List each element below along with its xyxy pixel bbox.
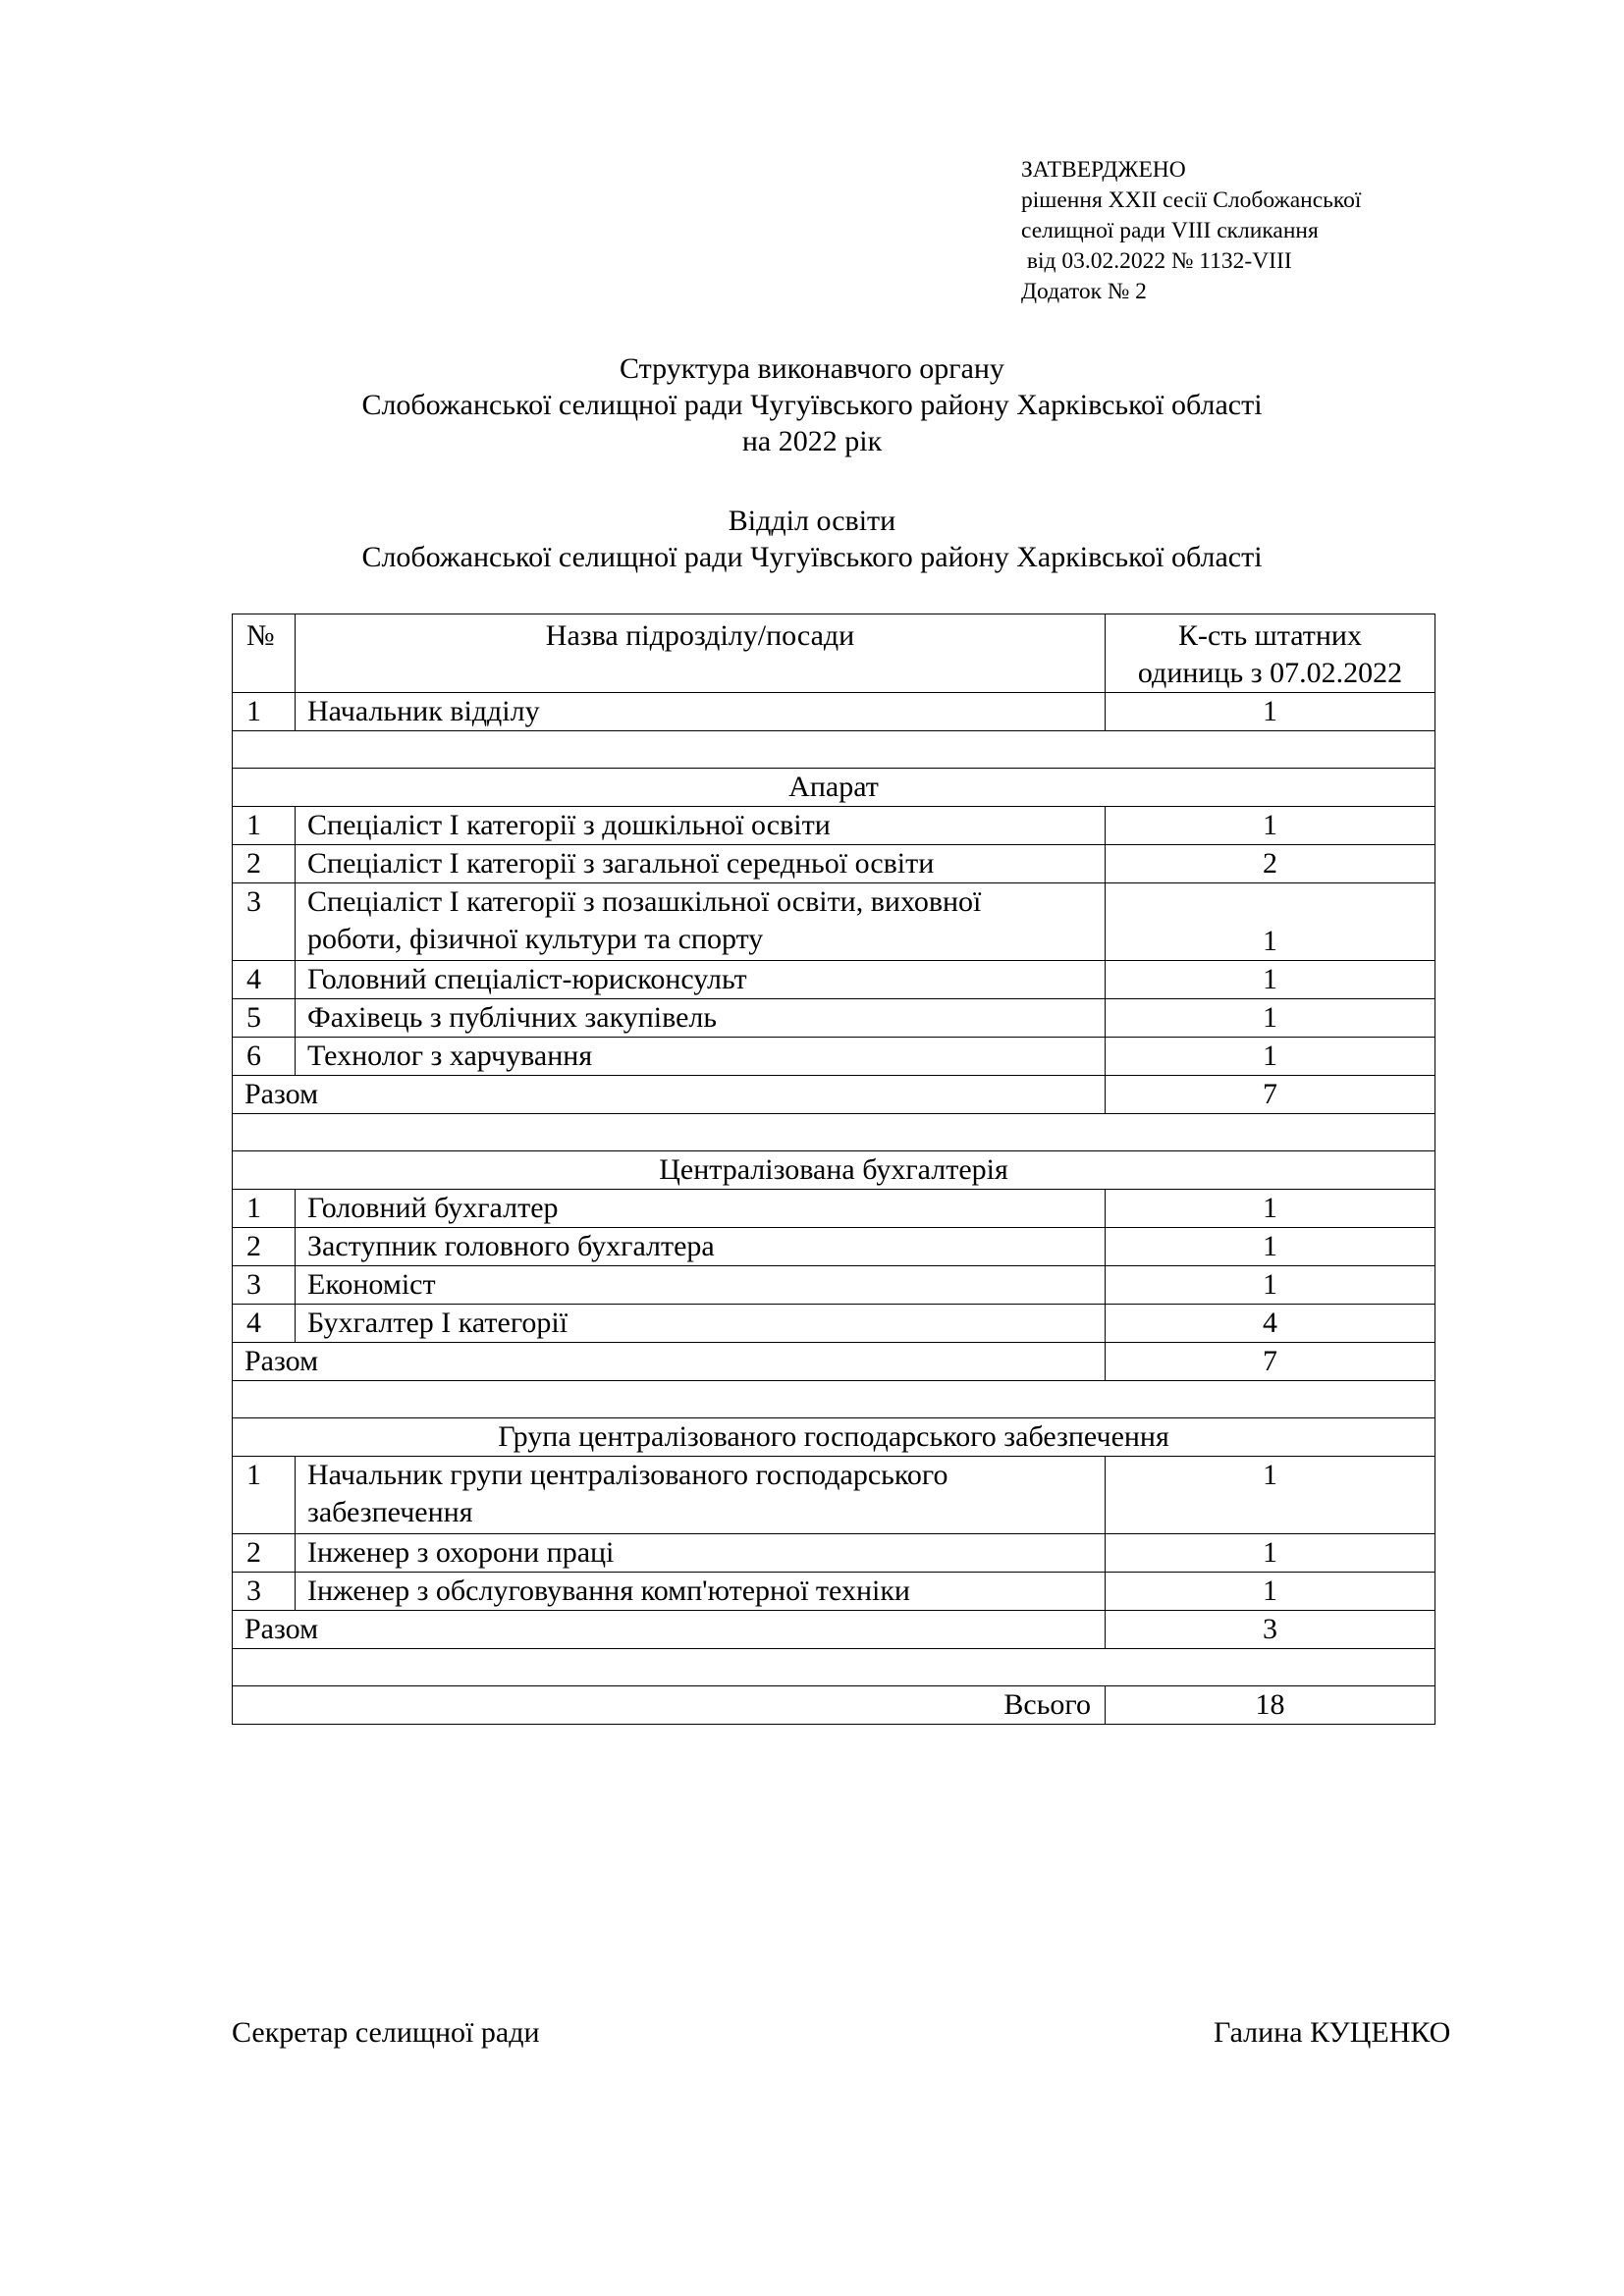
subtotal-value: 3 [1106, 1611, 1435, 1649]
row-count: 4 [1106, 1305, 1435, 1343]
row-name: Головний бухгалтер [296, 1190, 1106, 1228]
row-name: Інженер з обслуговування комп'ютерної техніки [296, 1573, 1106, 1611]
row-num: 1 [233, 807, 296, 845]
row-name: Технолог з харчування [296, 1038, 1106, 1076]
row-count: 1 [1106, 807, 1435, 845]
table-header-row [233, 614, 1435, 693]
row-num: 6 [233, 1038, 296, 1076]
table-row [233, 883, 1435, 961]
row-count: 1 [1106, 1038, 1435, 1076]
row-name: Бухгалтер І категорії [296, 1305, 1106, 1343]
table-row [233, 693, 1435, 731]
approval-line: Додаток № 2 [1021, 279, 1147, 304]
row-num: 1 [233, 693, 296, 731]
row-num: 2 [233, 845, 296, 883]
spacer-row [233, 731, 1435, 769]
table-row [233, 961, 1435, 999]
signature-position: Секретар селищної ради [232, 2016, 540, 2049]
row-count: 1 [1106, 1457, 1435, 1534]
signature-name: Галина КУЦЕНКО [1214, 2016, 1451, 2049]
row-num: 2 [233, 1534, 296, 1573]
row-count: 1 [1106, 1573, 1435, 1611]
approval-line: від 03.02.2022 № 1132-VIII [1021, 248, 1292, 274]
row-num: 1 [233, 1457, 296, 1534]
section-title-row [233, 769, 1435, 807]
row-count: 1 [1106, 1228, 1435, 1266]
table-row [233, 807, 1435, 845]
table-row [233, 1534, 1435, 1573]
row-num: 2 [233, 1228, 296, 1266]
spacer-row [233, 1114, 1435, 1151]
subtotal-row [233, 1343, 1435, 1381]
approval-block [1021, 155, 1361, 307]
row-name: Спеціаліст І категорії з дошкільної освіти [296, 807, 1106, 845]
row-count: 1 [1106, 1266, 1435, 1305]
section-title-row [233, 1151, 1435, 1190]
section-title-row [233, 1418, 1435, 1457]
table-row [233, 1573, 1435, 1611]
row-count: 2 [1106, 845, 1435, 883]
table-row [233, 999, 1435, 1038]
table-row [233, 1190, 1435, 1228]
row-name: Спеціаліст І категорії з позашкільної освіти, виховної роботи, фізичної культури та спорту [296, 883, 1106, 961]
document-title [0, 350, 1624, 459]
header-name: Назва підрозділу/посади [296, 614, 1106, 693]
section-title: Апарат [233, 769, 1435, 807]
table-row [233, 1457, 1435, 1534]
row-name: Начальник відділу [296, 693, 1106, 731]
subtotal-label: Разом [233, 1076, 1106, 1114]
row-count: 1 [1106, 999, 1435, 1038]
row-num: 3 [233, 1266, 296, 1305]
row-num: 3 [233, 1573, 296, 1611]
title-line: Структура виконавчого органу [620, 352, 1004, 385]
header-count: К-сть штатних одиниць з 07.02.2022 [1106, 614, 1435, 693]
row-name: Начальник групи централізованого господарського забезпечення [296, 1457, 1106, 1534]
subtotal-row [233, 1611, 1435, 1649]
grand-total-row [233, 1686, 1435, 1725]
subtotal-label: Разом [233, 1611, 1106, 1649]
table-row [233, 1305, 1435, 1343]
row-count: 1 [1106, 1534, 1435, 1573]
row-name: Фахівець з публічних закупівель [296, 999, 1106, 1038]
section-title: Централізована бухгалтерія [233, 1151, 1435, 1190]
row-num: 1 [233, 1190, 296, 1228]
spacer-row [233, 1381, 1435, 1418]
subtotal-row [233, 1076, 1435, 1114]
approval-line: селищної ради VIII скликання [1021, 218, 1319, 243]
table-row [233, 1228, 1435, 1266]
grand-total-label: Всього [233, 1686, 1106, 1725]
row-count: 1 [1106, 883, 1435, 961]
subtotal-value: 7 [1106, 1076, 1435, 1114]
subtotal-value: 7 [1106, 1343, 1435, 1381]
row-num: 5 [233, 999, 296, 1038]
row-name: Заступник головного бухгалтера [296, 1228, 1106, 1266]
document-subtitle [0, 503, 1624, 575]
staff-structure-table [232, 614, 1435, 1725]
section-title: Група централізованого господарського забезпечення [233, 1418, 1435, 1457]
title-line: на 2022 рік [741, 425, 883, 457]
row-count: 1 [1106, 1190, 1435, 1228]
row-name: Інженер з охорони праці [296, 1534, 1106, 1573]
table-row [233, 1266, 1435, 1305]
subtitle-line: Відділ освіти [728, 505, 896, 537]
row-num: 4 [233, 961, 296, 999]
table-row [233, 1038, 1435, 1076]
row-num: 4 [233, 1305, 296, 1343]
table-row [233, 845, 1435, 883]
row-name: Головний спеціаліст-юрисконсульт [296, 961, 1106, 999]
row-count: 1 [1106, 961, 1435, 999]
row-name: Спеціаліст І категорії з загальної середньої освіти [296, 845, 1106, 883]
header-num: № [233, 614, 296, 693]
approval-line: ЗАТВЕРДЖЕНО [1021, 157, 1186, 183]
approval-line: рішення XXII сесії Слобожанської [1021, 187, 1362, 213]
grand-total-value: 18 [1106, 1686, 1435, 1725]
subtitle-line: Слобожанської селищної ради Чугуївського району Харківської області [361, 541, 1263, 573]
spacer-row [233, 1649, 1435, 1686]
title-line: Слобожанської селищної ради Чугуївського району Харківської області [361, 389, 1263, 421]
row-name: Економіст [296, 1266, 1106, 1305]
row-count: 1 [1106, 693, 1435, 731]
row-num: 3 [233, 883, 296, 961]
subtotal-label: Разом [233, 1343, 1106, 1381]
